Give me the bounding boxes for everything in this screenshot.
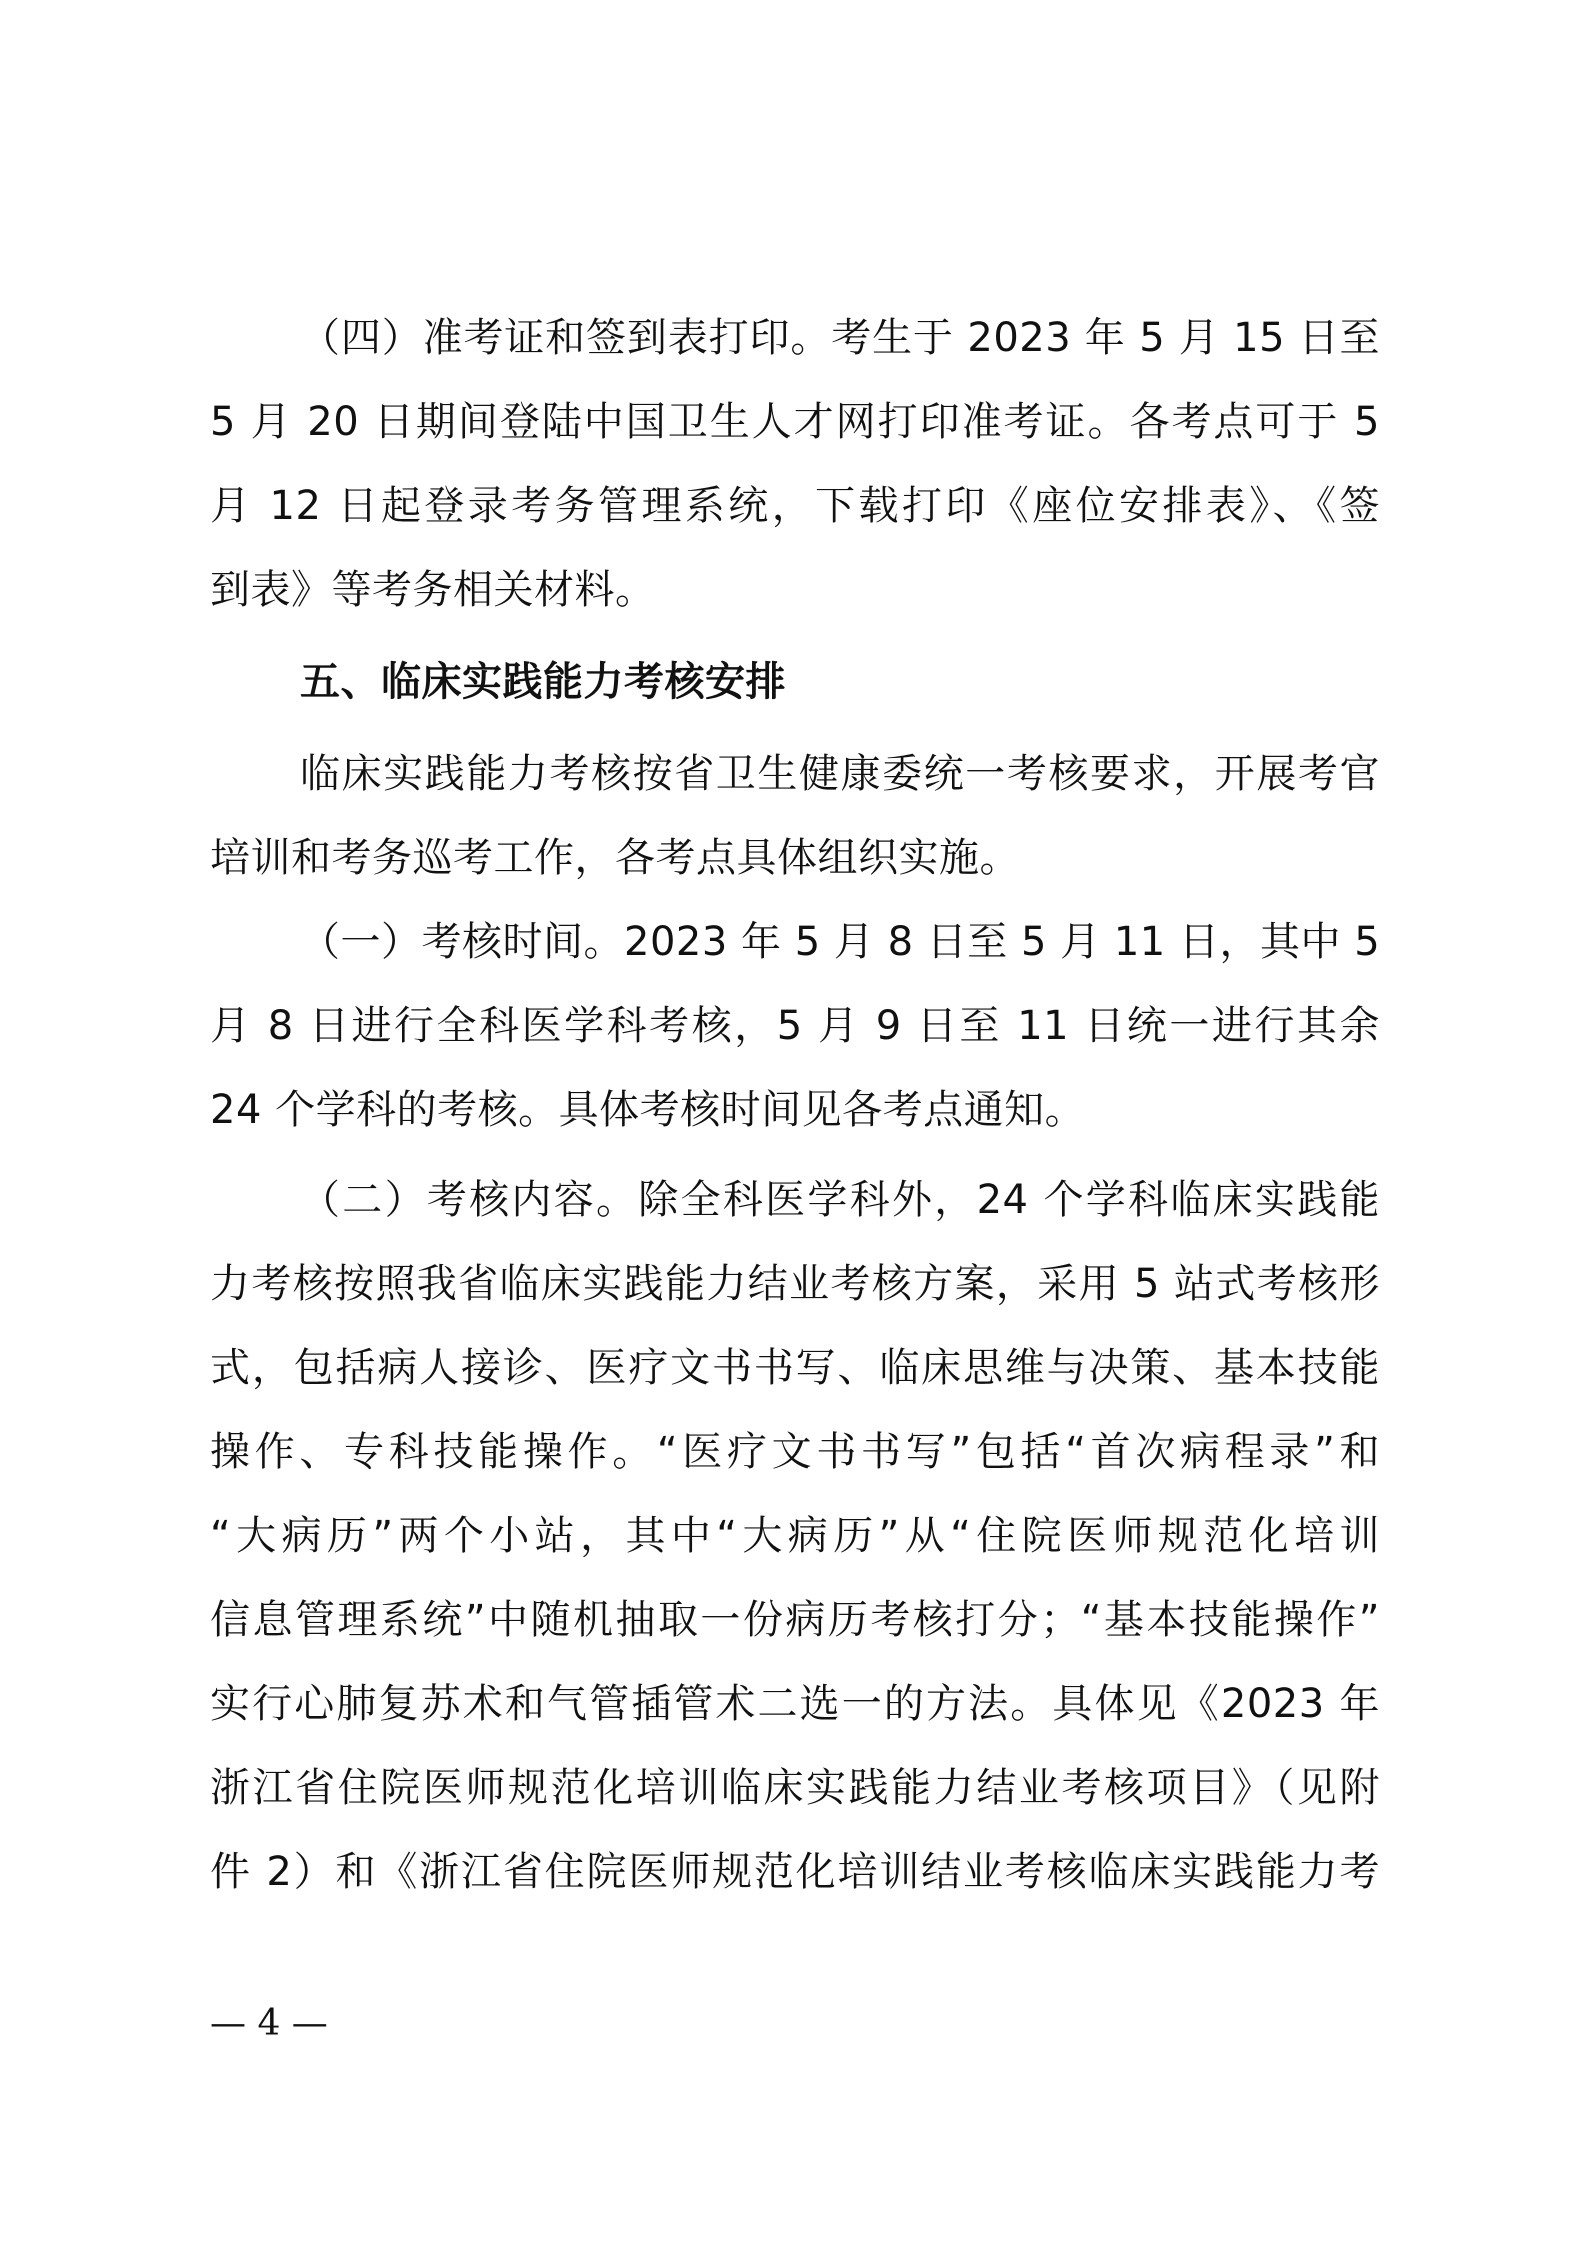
- subsection-2-line-5: “大病历”两个小站，其中“大病历”从“住院医师规范化培训: [210, 1513, 1380, 1559]
- section-5-intro-line-1: 临床实践能力考核按省卫生健康委统一考核要求，开展考官: [300, 751, 1380, 797]
- subsection-2-line-8: 浙江省住院医师规范化培训临床实践能力结业考核项目》（见附: [210, 1765, 1380, 1811]
- paragraph-4-line-4: 到表》等考务相关材料。: [210, 567, 656, 613]
- subsection-2-line-1: （二）考核内容。除全科医学科外，24 个学科临床实践能: [300, 1177, 1380, 1223]
- subsection-1-line-3: 24 个学科的考核。具体考核时间见各考点通知。: [210, 1087, 1086, 1133]
- paragraph-4-line-3: 月 12 日起登录考务管理系统，下载打印《座位安排表》、《签: [210, 483, 1380, 529]
- subsection-1-line-1: （一）考核时间。2023 年 5 月 8 日至 5 月 11 日，其中 5: [300, 919, 1381, 965]
- subsection-2-line-7: 实行心肺复苏术和气管插管术二选一的方法。具体见《2023 年: [210, 1681, 1380, 1727]
- paragraph-4-line-1: （四）准考证和签到表打印。考生于 2023 年 5 月 15 日至: [300, 315, 1380, 361]
- subsection-2-line-9: 件 2）和《浙江省住院医师规范化培训结业考核临床实践能力考: [210, 1849, 1380, 1895]
- paragraph-4-line-2: 5 月 20 日期间登陆中国卫生人才网打印准考证。各考点可于 5: [210, 399, 1380, 445]
- section-heading-5: 五、临床实践能力考核安排: [300, 659, 786, 705]
- subsection-2-line-4: 操作、专科技能操作。“医疗文书书写”包括“首次病程录”和: [210, 1429, 1380, 1475]
- subsection-2-line-6: 信息管理系统”中随机抽取一份病历考核打分；“基本技能操作”: [210, 1597, 1380, 1643]
- page-number: — 4 —: [210, 2003, 328, 2044]
- subsection-2-line-2: 力考核按照我省临床实践能力结业考核方案，采用 5 站式考核形: [210, 1261, 1380, 1307]
- subsection-1-line-2: 月 8 日进行全科医学科考核，5 月 9 日至 11 日统一进行其余: [210, 1003, 1380, 1049]
- section-5-intro-line-2: 培训和考务巡考工作，各考点具体组织实施。: [210, 835, 1020, 881]
- subsection-2-line-3: 式，包括病人接诊、医疗文书书写、临床思维与决策、基本技能: [210, 1345, 1380, 1391]
